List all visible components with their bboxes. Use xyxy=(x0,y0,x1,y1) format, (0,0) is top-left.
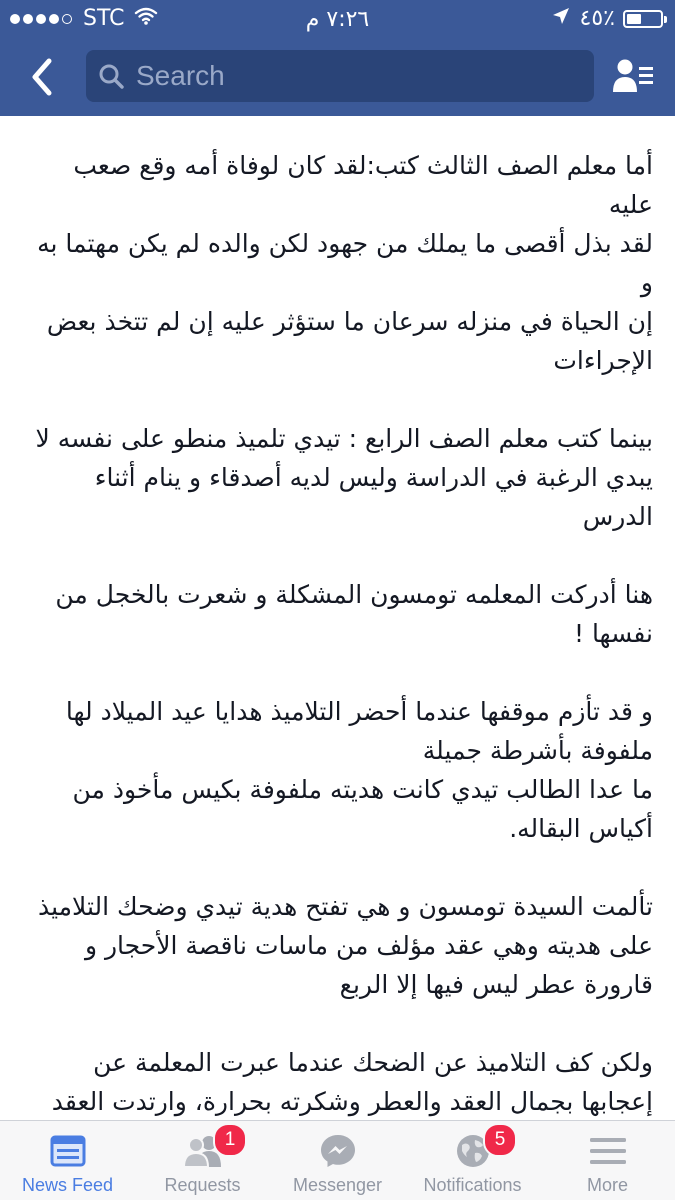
tab-more[interactable] xyxy=(540,1121,675,1201)
requests-badge: 1 xyxy=(213,1123,247,1157)
carrier-name: STC xyxy=(83,6,125,31)
tab-label: Requests xyxy=(164,1175,241,1195)
search-bar[interactable] xyxy=(86,50,594,102)
top-bar xyxy=(0,0,675,116)
tab-requests[interactable] xyxy=(135,1121,270,1201)
back-button[interactable] xyxy=(22,55,62,99)
chevron-left-icon xyxy=(29,57,55,97)
post-paragraph: ولكن كف التلاميذ عن الضحك عندما عبرت المعلمة عن إعجابها بجمال العقد والعطر وشكرته بحرارة، وارتدت العقد xyxy=(51,1048,653,1116)
post-paragraph: هنا أدركت المعلمه تومسون المشكلة و شعرت بالخجل من نفسها ! xyxy=(55,580,653,648)
post-text xyxy=(0,116,675,1120)
status-time: ٧:٢٦ م xyxy=(305,7,370,32)
status-bar xyxy=(0,0,675,40)
friend-list-button[interactable] xyxy=(611,56,655,96)
post-paragraph: أما معلم الصف الثالث كتب:لقد كان لوفاة أمه وقع صعب عليه لقد بذل أقصى ما يملك من جهود لكن والده لم يكن مهتما به و إن الحياة في منزله سرعان ما ستؤثر عليه إن لم تتخذ بعض الإجراءات xyxy=(37,151,653,375)
tab-notifications[interactable] xyxy=(405,1121,540,1201)
location-arrow-icon xyxy=(552,6,570,31)
battery-level-fill xyxy=(627,14,641,24)
search-icon xyxy=(86,50,136,102)
battery-icon xyxy=(623,10,663,28)
tab-label: Notifications xyxy=(423,1175,522,1195)
hamburger-menu-icon xyxy=(589,1133,627,1169)
messenger-icon xyxy=(319,1133,357,1169)
tab-label: Messenger xyxy=(292,1175,383,1195)
tab-label: More xyxy=(586,1175,628,1195)
notifications-badge: 5 xyxy=(483,1123,517,1157)
search-input[interactable] xyxy=(136,52,594,100)
friend-list-icon xyxy=(612,58,654,94)
tab-label: News Feed xyxy=(21,1175,114,1195)
news-feed-icon xyxy=(50,1133,86,1169)
post-paragraph: بينما كتب معلم الصف الرابع : تيدي تلميذ منطو على نفسه لا يبدي الرغبة في الدراسة وليس لديه أصدقاء و ينام أثناء الدرس xyxy=(35,424,653,531)
battery-percent: ٤٥٪ xyxy=(579,6,615,31)
post-paragraph: و قد تأزم موقفها عندما أحضر التلاميذ هدايا عيد الميلاد لها ملفوفة بأشرطة جميلة ما عدا الطالب تيدي كانت هديته ملفوفة بكيس مأخوذ من أكياس البقاله. xyxy=(65,697,653,843)
tab-news-feed[interactable] xyxy=(0,1121,135,1201)
tab-bar xyxy=(0,1120,675,1200)
tab-messenger[interactable] xyxy=(270,1121,405,1201)
post-content[interactable] xyxy=(0,116,675,1120)
post-paragraph: تألمت السيدة تومسون و هي تفتح هدية تيدي وضحك التلاميذ على هديته وهي عقد مؤلف من ماسات ناقصة الأحجار و قارورة عطر ليس فيها إلا الربع xyxy=(37,892,653,999)
